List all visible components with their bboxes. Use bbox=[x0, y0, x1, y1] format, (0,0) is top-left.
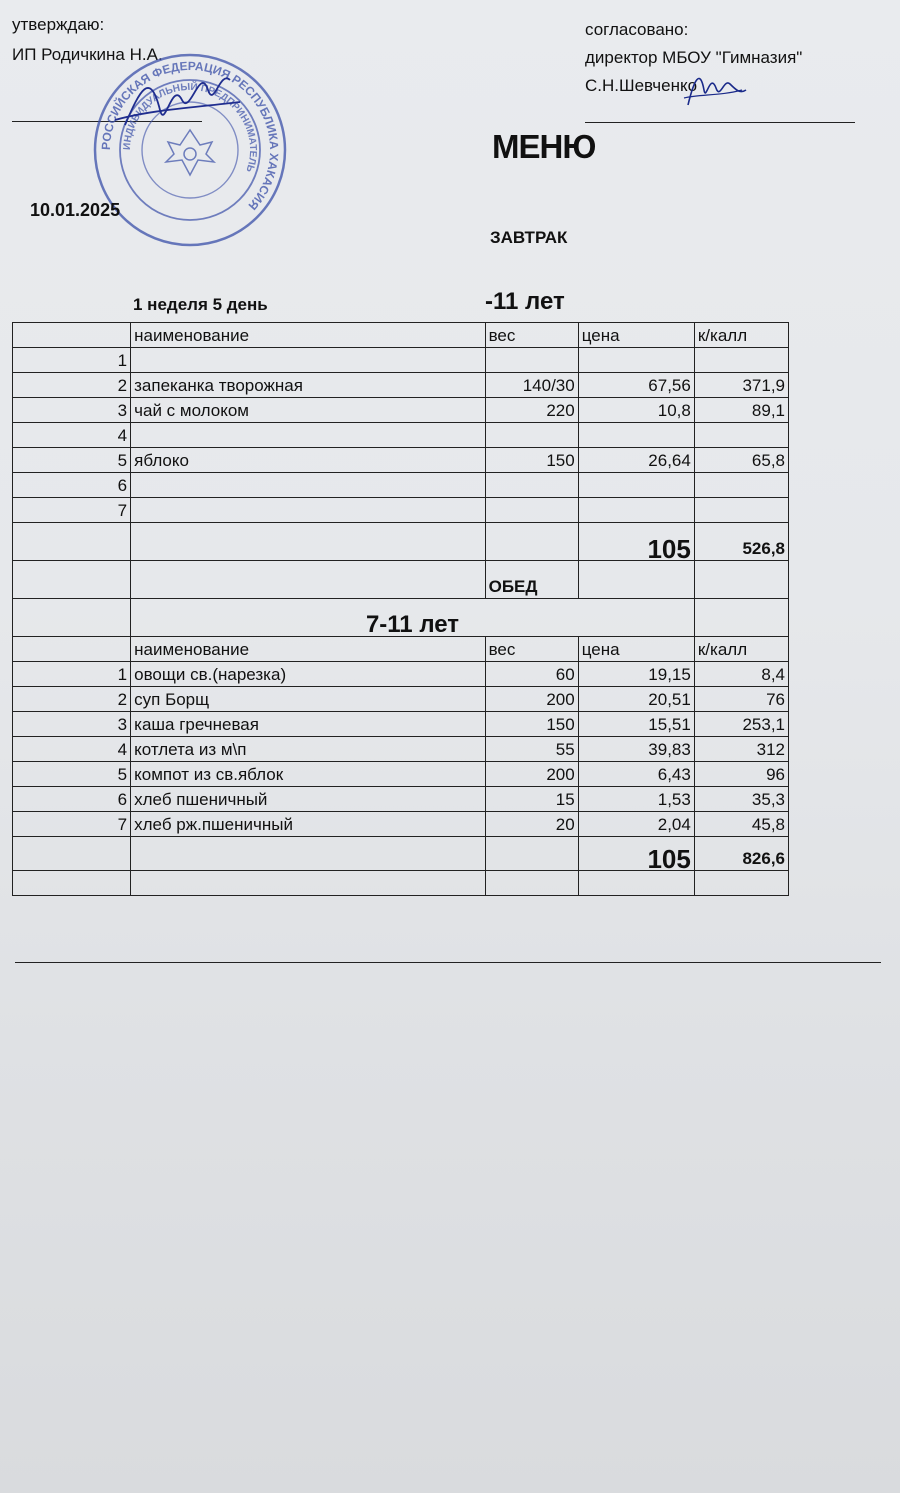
director-signature bbox=[680, 60, 750, 115]
empty-cell bbox=[13, 871, 131, 896]
dish-weight: 60 bbox=[485, 662, 578, 687]
total-empty-cell bbox=[13, 523, 131, 561]
dish-price bbox=[578, 348, 694, 373]
header-cell-kcal: к/калл bbox=[694, 637, 788, 662]
header-cell-num bbox=[13, 323, 131, 348]
row-number: 4 bbox=[13, 737, 131, 762]
dish-kcal: 65,8 bbox=[694, 448, 788, 473]
empty-cell bbox=[131, 871, 485, 896]
row-number: 2 bbox=[13, 687, 131, 712]
agreed-by: директор МБОУ "Гимназия" bbox=[585, 48, 803, 67]
dish-price bbox=[578, 498, 694, 523]
dish-price bbox=[578, 473, 694, 498]
dish-weight: 150 bbox=[485, 448, 578, 473]
dish-price: 15,51 bbox=[578, 712, 694, 737]
header-cell-price: цена bbox=[578, 637, 694, 662]
row-number: 7 bbox=[13, 498, 131, 523]
dish-name bbox=[131, 473, 485, 498]
table-row bbox=[13, 762, 789, 787]
header-cell-price: цена bbox=[578, 323, 694, 348]
dish-kcal: 8,4 bbox=[694, 662, 788, 687]
empty-cell bbox=[13, 561, 131, 599]
dish-name: запеканка творожная bbox=[131, 373, 485, 398]
row-number: 5 bbox=[13, 762, 131, 787]
dish-kcal: 371,9 bbox=[694, 373, 788, 398]
dish-name: овощи св.(нарезка) bbox=[131, 662, 485, 687]
dish-price: 6,43 bbox=[578, 762, 694, 787]
row-number: 3 bbox=[13, 712, 131, 737]
dish-kcal: 35,3 bbox=[694, 787, 788, 812]
dish-name: хлеб рж.пшеничный bbox=[131, 812, 485, 837]
table-row bbox=[13, 871, 789, 896]
empty-cell bbox=[694, 599, 788, 637]
header-cell-num bbox=[13, 637, 131, 662]
week-day-label: 1 неделя 5 день bbox=[133, 295, 268, 314]
dish-weight bbox=[485, 423, 578, 448]
lunch-age-row bbox=[13, 599, 789, 637]
empty-cell bbox=[485, 871, 578, 896]
dish-kcal: 253,1 bbox=[694, 712, 788, 737]
dish-kcal bbox=[694, 423, 788, 448]
stamp-ring-text: РОССИЙСКАЯ ФЕДЕРАЦИЯ РЕСПУБЛИКА ХАКАСИЯ bbox=[98, 58, 282, 213]
table-row bbox=[13, 448, 789, 473]
empty-cell bbox=[578, 561, 694, 599]
header-cell-name: наименование bbox=[131, 323, 485, 348]
dish-kcal: 89,1 bbox=[694, 398, 788, 423]
table-row bbox=[13, 687, 789, 712]
dish-kcal: 45,8 bbox=[694, 812, 788, 837]
dish-kcal bbox=[694, 473, 788, 498]
dish-kcal: 96 bbox=[694, 762, 788, 787]
page-title: МЕНЮ bbox=[492, 128, 596, 165]
dish-weight: 200 bbox=[485, 687, 578, 712]
empty-cell bbox=[694, 871, 788, 896]
dish-weight bbox=[485, 348, 578, 373]
header-cell-weight: вес bbox=[485, 637, 578, 662]
bottom-divider bbox=[15, 962, 881, 963]
dish-weight: 20 bbox=[485, 812, 578, 837]
row-number: 5 bbox=[13, 448, 131, 473]
dish-kcal bbox=[694, 348, 788, 373]
dish-name bbox=[131, 348, 485, 373]
row-number: 4 bbox=[13, 423, 131, 448]
dish-price bbox=[578, 423, 694, 448]
total-empty-cell bbox=[131, 523, 485, 561]
breakfast-total-kcal: 526,8 bbox=[694, 523, 788, 561]
dish-weight: 220 bbox=[485, 398, 578, 423]
empty-cell bbox=[578, 871, 694, 896]
lunch-total-row bbox=[13, 837, 789, 871]
eagle-emblem-icon bbox=[166, 130, 214, 175]
dish-name: компот из св.яблок bbox=[131, 762, 485, 787]
row-number: 7 bbox=[13, 812, 131, 837]
dish-name: каша гречневая bbox=[131, 712, 485, 737]
dish-price: 2,04 bbox=[578, 812, 694, 837]
menu-date: 10.01.2025 bbox=[30, 200, 121, 220]
dish-weight: 15 bbox=[485, 787, 578, 812]
table-row bbox=[13, 787, 789, 812]
table-row bbox=[13, 423, 789, 448]
dish-name bbox=[131, 423, 485, 448]
row-number: 2 bbox=[13, 373, 131, 398]
agreed-signature-line bbox=[585, 122, 855, 123]
empty-cell bbox=[13, 599, 131, 637]
header-cell-name: наименование bbox=[131, 637, 485, 662]
agreed-name: С.Н.Шевченко bbox=[585, 76, 698, 95]
lunch-total-price: 105 bbox=[578, 837, 694, 871]
dish-name: котлета из м\п bbox=[131, 737, 485, 762]
table-row bbox=[13, 737, 789, 762]
lunch-header-row bbox=[13, 637, 789, 662]
dish-name bbox=[131, 498, 485, 523]
approver-name: ИП Родичкина Н.А. bbox=[12, 45, 163, 64]
table-row bbox=[13, 398, 789, 423]
dish-price: 67,56 bbox=[578, 373, 694, 398]
breakfast-header-row bbox=[13, 323, 789, 348]
lunch-label-row bbox=[13, 561, 789, 599]
meal-lunch-label: ОБЕД bbox=[485, 561, 578, 599]
table-row bbox=[13, 348, 789, 373]
dish-weight: 200 bbox=[485, 762, 578, 787]
lunch-total-kcal: 826,6 bbox=[694, 837, 788, 871]
total-empty-cell bbox=[485, 837, 578, 871]
lunch-age-label: 7-11 лет bbox=[131, 599, 695, 637]
dish-kcal bbox=[694, 498, 788, 523]
dish-weight: 55 bbox=[485, 737, 578, 762]
empty-cell bbox=[131, 561, 485, 599]
dish-price: 26,64 bbox=[578, 448, 694, 473]
total-empty-cell bbox=[131, 837, 485, 871]
row-number: 6 bbox=[13, 473, 131, 498]
breakfast-age-label: -11 лет bbox=[485, 288, 565, 315]
table-row bbox=[13, 373, 789, 398]
dish-name: суп Борщ bbox=[131, 687, 485, 712]
row-number: 3 bbox=[13, 398, 131, 423]
table-row bbox=[13, 712, 789, 737]
meal-breakfast-label: ЗАВТРАК bbox=[490, 228, 568, 247]
header-cell-kcal: к/калл bbox=[694, 323, 788, 348]
dish-price: 39,83 bbox=[578, 737, 694, 762]
approve-label: утверждаю: bbox=[12, 15, 105, 34]
dish-kcal: 312 bbox=[694, 737, 788, 762]
dish-price: 19,15 bbox=[578, 662, 694, 687]
dish-name: чай с молоком bbox=[131, 398, 485, 423]
header-cell-weight: вес bbox=[485, 323, 578, 348]
menu-table bbox=[12, 322, 789, 896]
total-empty-cell bbox=[13, 837, 131, 871]
table-row bbox=[13, 473, 789, 498]
dish-weight bbox=[485, 473, 578, 498]
dish-weight: 140/30 bbox=[485, 373, 578, 398]
agreed-label: согласовано: bbox=[585, 20, 689, 39]
breakfast-total-price: 105 bbox=[578, 523, 694, 561]
table-row bbox=[13, 812, 789, 837]
table-row bbox=[13, 498, 789, 523]
row-number: 1 bbox=[13, 348, 131, 373]
dish-name: хлеб пшеничный bbox=[131, 787, 485, 812]
total-empty-cell bbox=[485, 523, 578, 561]
empty-cell bbox=[694, 561, 788, 599]
dish-weight: 150 bbox=[485, 712, 578, 737]
stamp-inner-text: ИНДИВИДУАЛЬНЫЙ ПРЕДПРИНИМАТЕЛЬ bbox=[121, 81, 259, 174]
dish-price: 20,51 bbox=[578, 687, 694, 712]
dish-name: яблоко bbox=[131, 448, 485, 473]
row-number: 6 bbox=[13, 787, 131, 812]
breakfast-total-row bbox=[13, 523, 789, 561]
dish-kcal: 76 bbox=[694, 687, 788, 712]
dish-price: 10,8 bbox=[578, 398, 694, 423]
row-number: 1 bbox=[13, 662, 131, 687]
dish-price: 1,53 bbox=[578, 787, 694, 812]
dish-weight bbox=[485, 498, 578, 523]
table-row bbox=[13, 662, 789, 687]
